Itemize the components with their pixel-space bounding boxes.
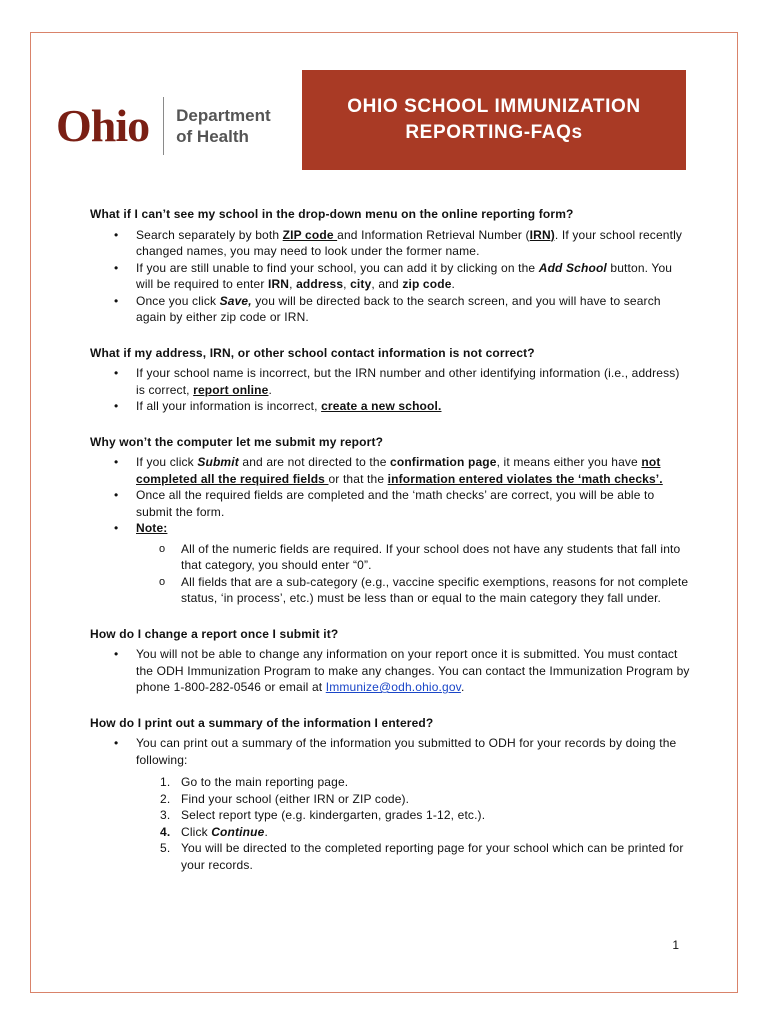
list-item <box>136 520 690 607</box>
create-new-school-link[interactable]: create a new school. <box>321 399 442 413</box>
list-item <box>136 646 690 696</box>
title-banner <box>302 70 686 170</box>
logo-divider <box>163 97 164 155</box>
step-number: 4. <box>160 824 171 839</box>
list-item <box>136 398 690 415</box>
faq-question: What if I can’t see my school in the drop-down menu on the online reporting form? <box>90 207 574 221</box>
text: , <box>343 277 351 291</box>
list-item <box>136 365 690 398</box>
faq-question: How do I print out a summary of the information I entered? <box>90 715 434 730</box>
text: If all your information is incorrect, <box>136 399 322 413</box>
document-page <box>30 32 738 993</box>
bullet-list <box>90 365 690 415</box>
address-term: address <box>296 277 344 291</box>
confirmation-page-term: confirmation page <box>390 455 497 469</box>
list-item <box>136 227 690 260</box>
odh-logo <box>56 97 271 155</box>
email-link[interactable]: Immunize@odh.ohio.gov <box>325 680 461 694</box>
title-line2: REPORTING-FAQs <box>405 122 583 143</box>
math-checks-term: information entered violates the ‘math checks’. <box>387 471 663 486</box>
list-item: • Once all the required fields are completed and the ‘math checks’ are correct, you will be able to submit the form. <box>136 487 690 520</box>
zip-code-term: ZIP code <box>282 227 338 242</box>
faq-question: Why won’t the computer let me submit my report? <box>90 434 384 449</box>
sub-list-item: o All fields that are a sub-category (e.g., vaccine specific exemptions, reasons for not complete status, ‘in process’, etc.) must be less than or equal to the main category they fall under. <box>181 574 690 607</box>
text: If you click <box>136 455 198 469</box>
step-item <box>160 774 690 791</box>
text: you will be directed back to the search screen, and you will have to search again by either zip code or IRN. <box>136 293 661 324</box>
bullet-list <box>90 454 690 607</box>
list-item <box>136 293 690 326</box>
step-item <box>160 807 690 824</box>
city-term: city <box>350 277 372 291</box>
step-number: 3. <box>160 808 171 822</box>
bullet-list <box>90 646 690 696</box>
faq-section-contact-info <box>90 345 690 415</box>
text: . If your school recently changed names, you may need to look under the former name. <box>136 227 683 258</box>
text: If you are still unable to find your school, you can add it by clicking on the <box>136 260 539 275</box>
step-item <box>160 791 690 808</box>
save-term: Save, <box>219 293 252 308</box>
step-item <box>160 824 690 841</box>
faq-section-change-report <box>90 626 690 696</box>
text: . <box>451 277 456 291</box>
step-text: Select report type (e.g. kindergarten, grades 1-12, etc.). <box>181 808 486 822</box>
text: Search separately by both <box>136 227 283 242</box>
faq-section-submit <box>90 434 690 607</box>
step-number: 5. <box>160 841 171 855</box>
sub-list-item: o All of the numeric fields are required. If your school does not have any students that fall into that category, you should enter “0”. <box>181 541 690 574</box>
list-item <box>136 454 690 487</box>
logo-dept-line2: of Health <box>176 127 249 146</box>
faq-section-print <box>90 715 690 874</box>
step-text: You will be directed to the completed reporting page for your school which can be printed for your records. <box>181 841 684 872</box>
step-text: Click <box>181 824 212 839</box>
bullet-list <box>90 735 690 873</box>
zip-term: zip code <box>402 277 452 291</box>
step-text: . <box>264 824 268 839</box>
text: and Information Retrieval Number ( <box>337 227 530 242</box>
steps-list <box>136 774 690 873</box>
text: , <box>289 277 297 291</box>
submit-term: Submit <box>197 455 239 469</box>
text: Once you click <box>136 293 220 308</box>
irn-term: IRN <box>267 277 290 291</box>
faq-section-dropdown <box>90 206 690 326</box>
note-label: Note: <box>136 521 168 535</box>
text: You will not be able to change any information on your report once it is submitted. You must contact the ODH Immunization Program to make any changes. You can contact the Immunization Program by phone 1-800-282-0546 or email at <box>136 647 690 694</box>
text: or that the <box>328 471 388 486</box>
text: , it means either you have <box>496 455 642 469</box>
text: . <box>460 680 465 694</box>
faq-question: How do I change a report once I submit it? <box>90 626 339 641</box>
report-online-link[interactable]: report online <box>193 382 269 397</box>
step-number: 1. <box>160 775 171 789</box>
text: . <box>268 382 272 397</box>
text: , and <box>371 277 403 291</box>
faq-question: What if my address, IRN, or other school contact information is not correct? <box>90 345 535 360</box>
step-text: Find your school (either IRN or ZIP code). <box>181 791 410 806</box>
text: You can print out a summary of the information you submitted to ODH for your records by doing the following: <box>136 736 677 767</box>
text: button. You will be required to enter <box>136 260 673 291</box>
faq-content <box>90 206 690 892</box>
logo-dept-line1: Department <box>176 106 271 125</box>
step-item <box>160 840 690 873</box>
irn-term: IRN) <box>529 227 555 242</box>
logo-department <box>176 105 270 147</box>
list-item <box>136 260 690 293</box>
continue-term: Continue <box>211 824 265 839</box>
list-item <box>136 735 690 873</box>
step-number: 2. <box>160 791 171 806</box>
text: and are not directed to the <box>238 455 391 469</box>
page-number: 1 <box>672 938 679 952</box>
add-school-term: Add School <box>538 260 607 275</box>
bullet-list <box>90 227 690 326</box>
logo-wordmark: Ohio <box>56 100 150 151</box>
title-line1: OHIO SCHOOL IMMUNIZATION <box>347 96 641 117</box>
sub-list <box>136 541 690 607</box>
not-completed-term: not completed all the required fields <box>136 455 661 486</box>
step-text: Go to the main reporting page. <box>181 775 349 789</box>
text: If your school name is incorrect, but the IRN number and other identifying information (i.e., address) is correct, <box>136 366 680 397</box>
